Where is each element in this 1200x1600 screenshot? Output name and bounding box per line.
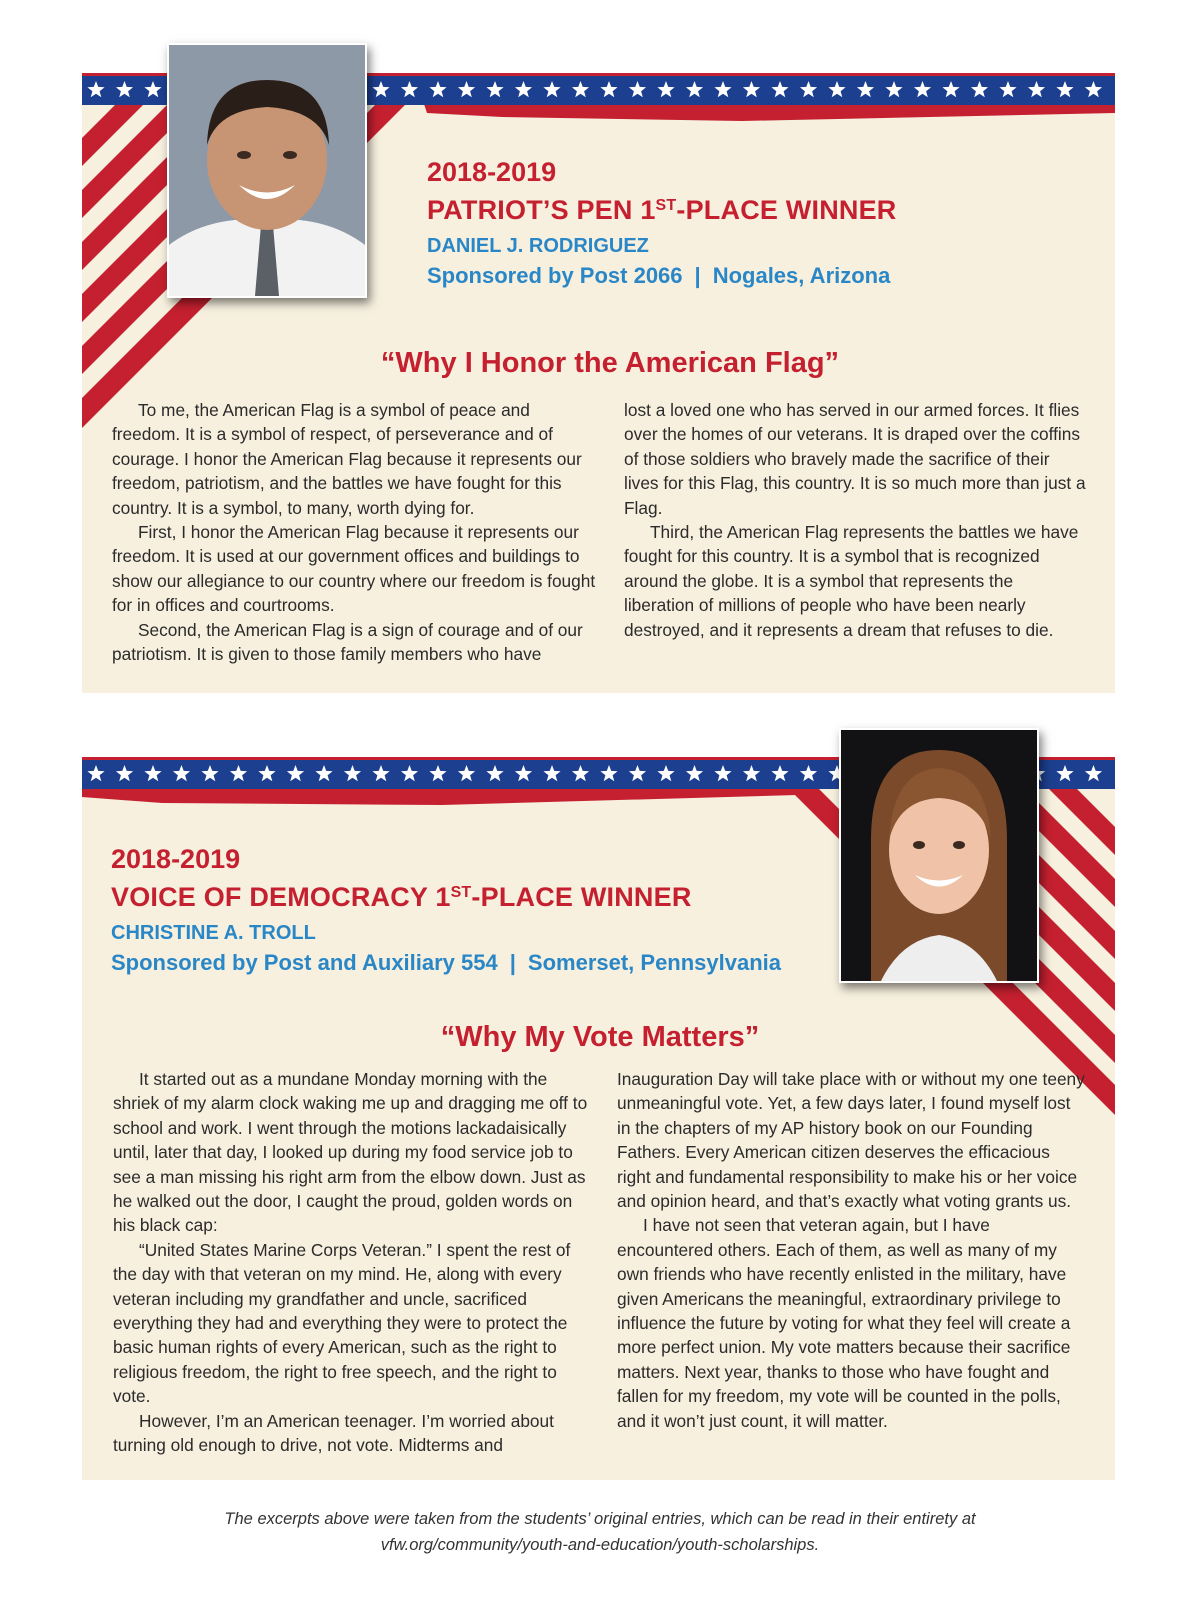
winner2-sponsor: Sponsored by Post and Auxiliary 554: [111, 950, 498, 975]
paragraph: It started out as a mundane Monday morning with the shriek of my alarm clock waking me up and dragging me off to school and work. I went through the motions lackadaisically until, later that day, I looked up during my food service job to see a man missing his right arm from the elbow down. Just as he walked out the door, I caught the proud, golden words on his black cap:: [113, 1069, 588, 1236]
winner2-header: [111, 843, 781, 978]
paragraph: lost a loved one who has served in our armed forces. It flies over the homes of our veterans. It is draped over the coffins of those soldiers who bravely made the sacrifice of their lives for this Flag, this country. It is so much more than just a Flag.: [624, 400, 1086, 518]
footer-link: vfw.org/community/youth-and-education/youth-scholarships.: [380, 1536, 820, 1554]
winner1-essay-title: “Why I Honor the American Flag”: [380, 347, 840, 379]
paragraph: Third, the American Flag represents the battles we have fought for this country. It is a symbol that is recognized around the globe. It is a symbol that represents the liberation of millions of people who have been nearly destroyed, and it represents a dream that refuses to die.: [624, 522, 1079, 640]
winner1-name: DANIEL J. RODRIGUEZ: [427, 235, 649, 257]
paragraph: However, I’m an American teenager. I’m worried about turning old enough to drive, not vote. Midterms and: [113, 1410, 554, 1456]
winner1-award: PATRIOT’S PEN 1ST-PLACE WINNER: [427, 195, 897, 225]
winner1-essay-col1: [112, 398, 596, 666]
footer-note: [150, 1506, 1050, 1558]
winner2-name: CHRISTINE A. TROLL: [111, 922, 316, 944]
winner1-header: [427, 156, 897, 291]
winner2-sponsor-line: Sponsored by Post and Auxiliary 554 | Somerset, Pennsylvania: [111, 950, 782, 975]
christine-troll-photo: [839, 728, 1039, 983]
winner2-essay-col1: [113, 1067, 597, 1458]
paragraph: To me, the American Flag is a symbol of peace and freedom. It is a symbol of respect, of perseverance and of courage. I honor the American Flag because it represents our freedom, patriotism, and the battles we have fought for this country. It is a symbol, to many, worth dying for.: [112, 400, 582, 518]
portrait-illustration: [169, 45, 365, 296]
winner2-essay-title: “Why My Vote Matters”: [440, 1021, 760, 1053]
winner2-essay-col2: [617, 1067, 1087, 1433]
daniel-rodriguez-photo: [167, 43, 367, 298]
paragraph: I have not seen that veteran again, but I have encountered others. Each of them, as well as many of my own friends who have recently enlisted in the military, have given Americans the meaningful, extraordinary privilege to influence the future by voting for what they feel will create a more perfect union. My vote matters because their sacrifice matters. Next year, thanks to those who have fought and fallen for my freedom, my vote will be counted in the polls, and it won’t just count, it will matter.: [617, 1215, 1071, 1431]
winner1-sponsor-line: Sponsored by Post 2066 | Nogales, Arizona: [427, 263, 891, 288]
paragraph: “United States Marine Corps Veteran.” I spent the rest of the day with that veteran on my mind. He, along with every veteran including my grandfather and uncle, sacrificed everything they had and everything they were to protect the basic human rights of every American, such as the right to religious freedom, the right to free speech, and the right to vote.: [113, 1239, 571, 1407]
paragraph: Second, the American Flag is a sign of courage and of our patriotism. It is given to those family members who have: [112, 619, 583, 665]
portrait-illustration: [841, 730, 1037, 981]
winner2-year: 2018-2019: [111, 844, 241, 874]
winner1-sponsor: Sponsored by Post 2066: [427, 263, 683, 288]
paragraph: Inauguration Day will take place with or without my one teeny unmeaningful vote. Yet, a few days later, I found myself lost in the chapters of my AP history book on our Founding Fathers. Every American citizen deserves the efficacious right and fundamental responsibility to make his or her voice and opinion heard, and that’s exactly what voting grants us.: [617, 1069, 1085, 1212]
winner2-location: Somerset, Pennsylvania: [527, 950, 782, 975]
winner1-essay-col2: [624, 398, 1086, 642]
paragraph: First, I honor the American Flag because it represents our freedom. It is used at our government offices and buildings to show our allegiance to our country where our freedom is fought for in offices and courtrooms.: [112, 522, 596, 616]
footer-line1: The excerpts above were taken from the students’ original entries, which can be read in their entirety at: [224, 1510, 976, 1528]
winner2-award: VOICE OF DEMOCRACY 1ST-PLACE WINNER: [111, 882, 692, 912]
winner1-year: 2018-2019: [427, 157, 557, 187]
winner1-location: Nogales, Arizona: [712, 263, 891, 288]
